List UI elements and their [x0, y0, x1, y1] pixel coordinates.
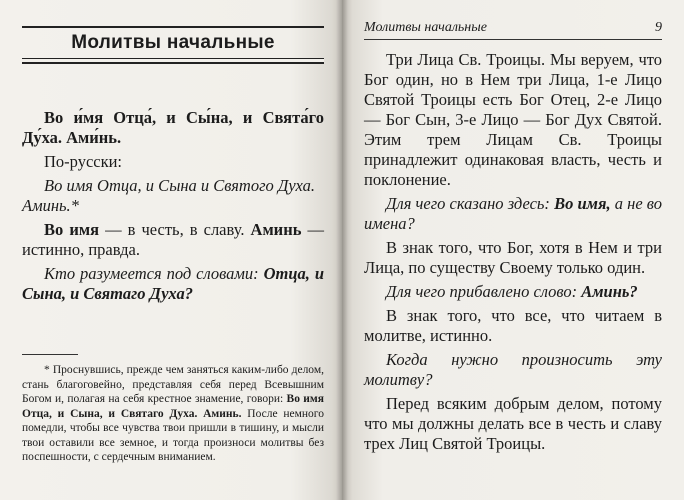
footnote-rest: После немного помедли, чтобы все чувства твои пришли в тишину, и мысли твои оставили все земное, и тогда произноси молитвы без поспешности, с сердечным вниманием. — [22, 407, 324, 463]
footnote-text: * Проснувшись, прежде чем заняться каким-либо делом, стань благоговейно, представляя себя перед Всевышним Богом и, полагая на себя крестное знамение, говори: — [22, 364, 324, 405]
footnote-divider — [22, 354, 78, 355]
def-vo-imya: — в честь, в славу. — [99, 220, 251, 239]
running-header — [364, 20, 662, 40]
definition-paragraph — [22, 220, 324, 260]
answer-2: В знак того, что все, что читаем в молитве, истинно. — [364, 306, 662, 345]
question-1 — [364, 194, 662, 234]
footnote-prayer: Во имя Отца, и Сына, и Святаго Духа. Аминь. — [22, 393, 324, 420]
def-amin: — истинно, правда. — [22, 220, 325, 259]
footnote — [22, 363, 324, 465]
question-1-text: Для чего сказано здесь: — [386, 194, 555, 213]
question-3: Когда нужно произносить эту молитву? — [364, 350, 662, 389]
page-title: Молитвы начальные — [22, 26, 324, 64]
right-page — [342, 0, 684, 500]
question-1-end: а не во имена? — [364, 194, 662, 233]
answer-1: В знак того, что Бог, хотя в Нем и три Лица, по существу Своему только один. — [364, 238, 662, 277]
trinity-paragraph: Три Лица Св. Троицы. Мы веруем, что Бог один, но в Нем три Лица, 1-е Лицо Святой Троицы есть Бог Отец, 2-е Лицо — Бог Сын, 3-е Лицо — Бог Дух Святой. Этим трем Лицам Св. Троицы принадлежит одинаковая власть, честь и поклонение. — [364, 50, 662, 189]
question-bold-text: Отца, и Сына, и Святаго Духа? — [22, 264, 324, 303]
question-2 — [364, 282, 662, 302]
footnote-paragraph — [22, 363, 324, 465]
term-vo-imya: Во имя — [44, 220, 99, 239]
question-2-bold: Аминь? — [581, 282, 638, 301]
prayer-church-slavonic: Во и́мя Отца́, и Сы́на, и Свята́го Ду́ха. Ами́нь. — [22, 108, 324, 147]
question-2-text: Для чего прибавлено слово: — [386, 282, 582, 301]
russian-label: По-русски: — [44, 152, 123, 171]
running-head-title: Молитвы начальные — [364, 20, 487, 35]
answer-3: Перед всяким добрым делом, потому что мы должны делать все в честь и славу трех Лиц Святой Троицы. — [364, 394, 662, 453]
term-amin: Аминь — [250, 220, 302, 239]
question-1-bold: Во имя, — [554, 194, 611, 213]
question-paragraph — [22, 264, 324, 304]
question-text: Кто разумеется под словами: — [44, 264, 264, 283]
page-number: 9 — [655, 20, 662, 35]
book-gutter — [336, 0, 348, 500]
prayer-russian: Во имя Отца, и Сына и Святого Духа. Аминь.* — [22, 176, 315, 215]
